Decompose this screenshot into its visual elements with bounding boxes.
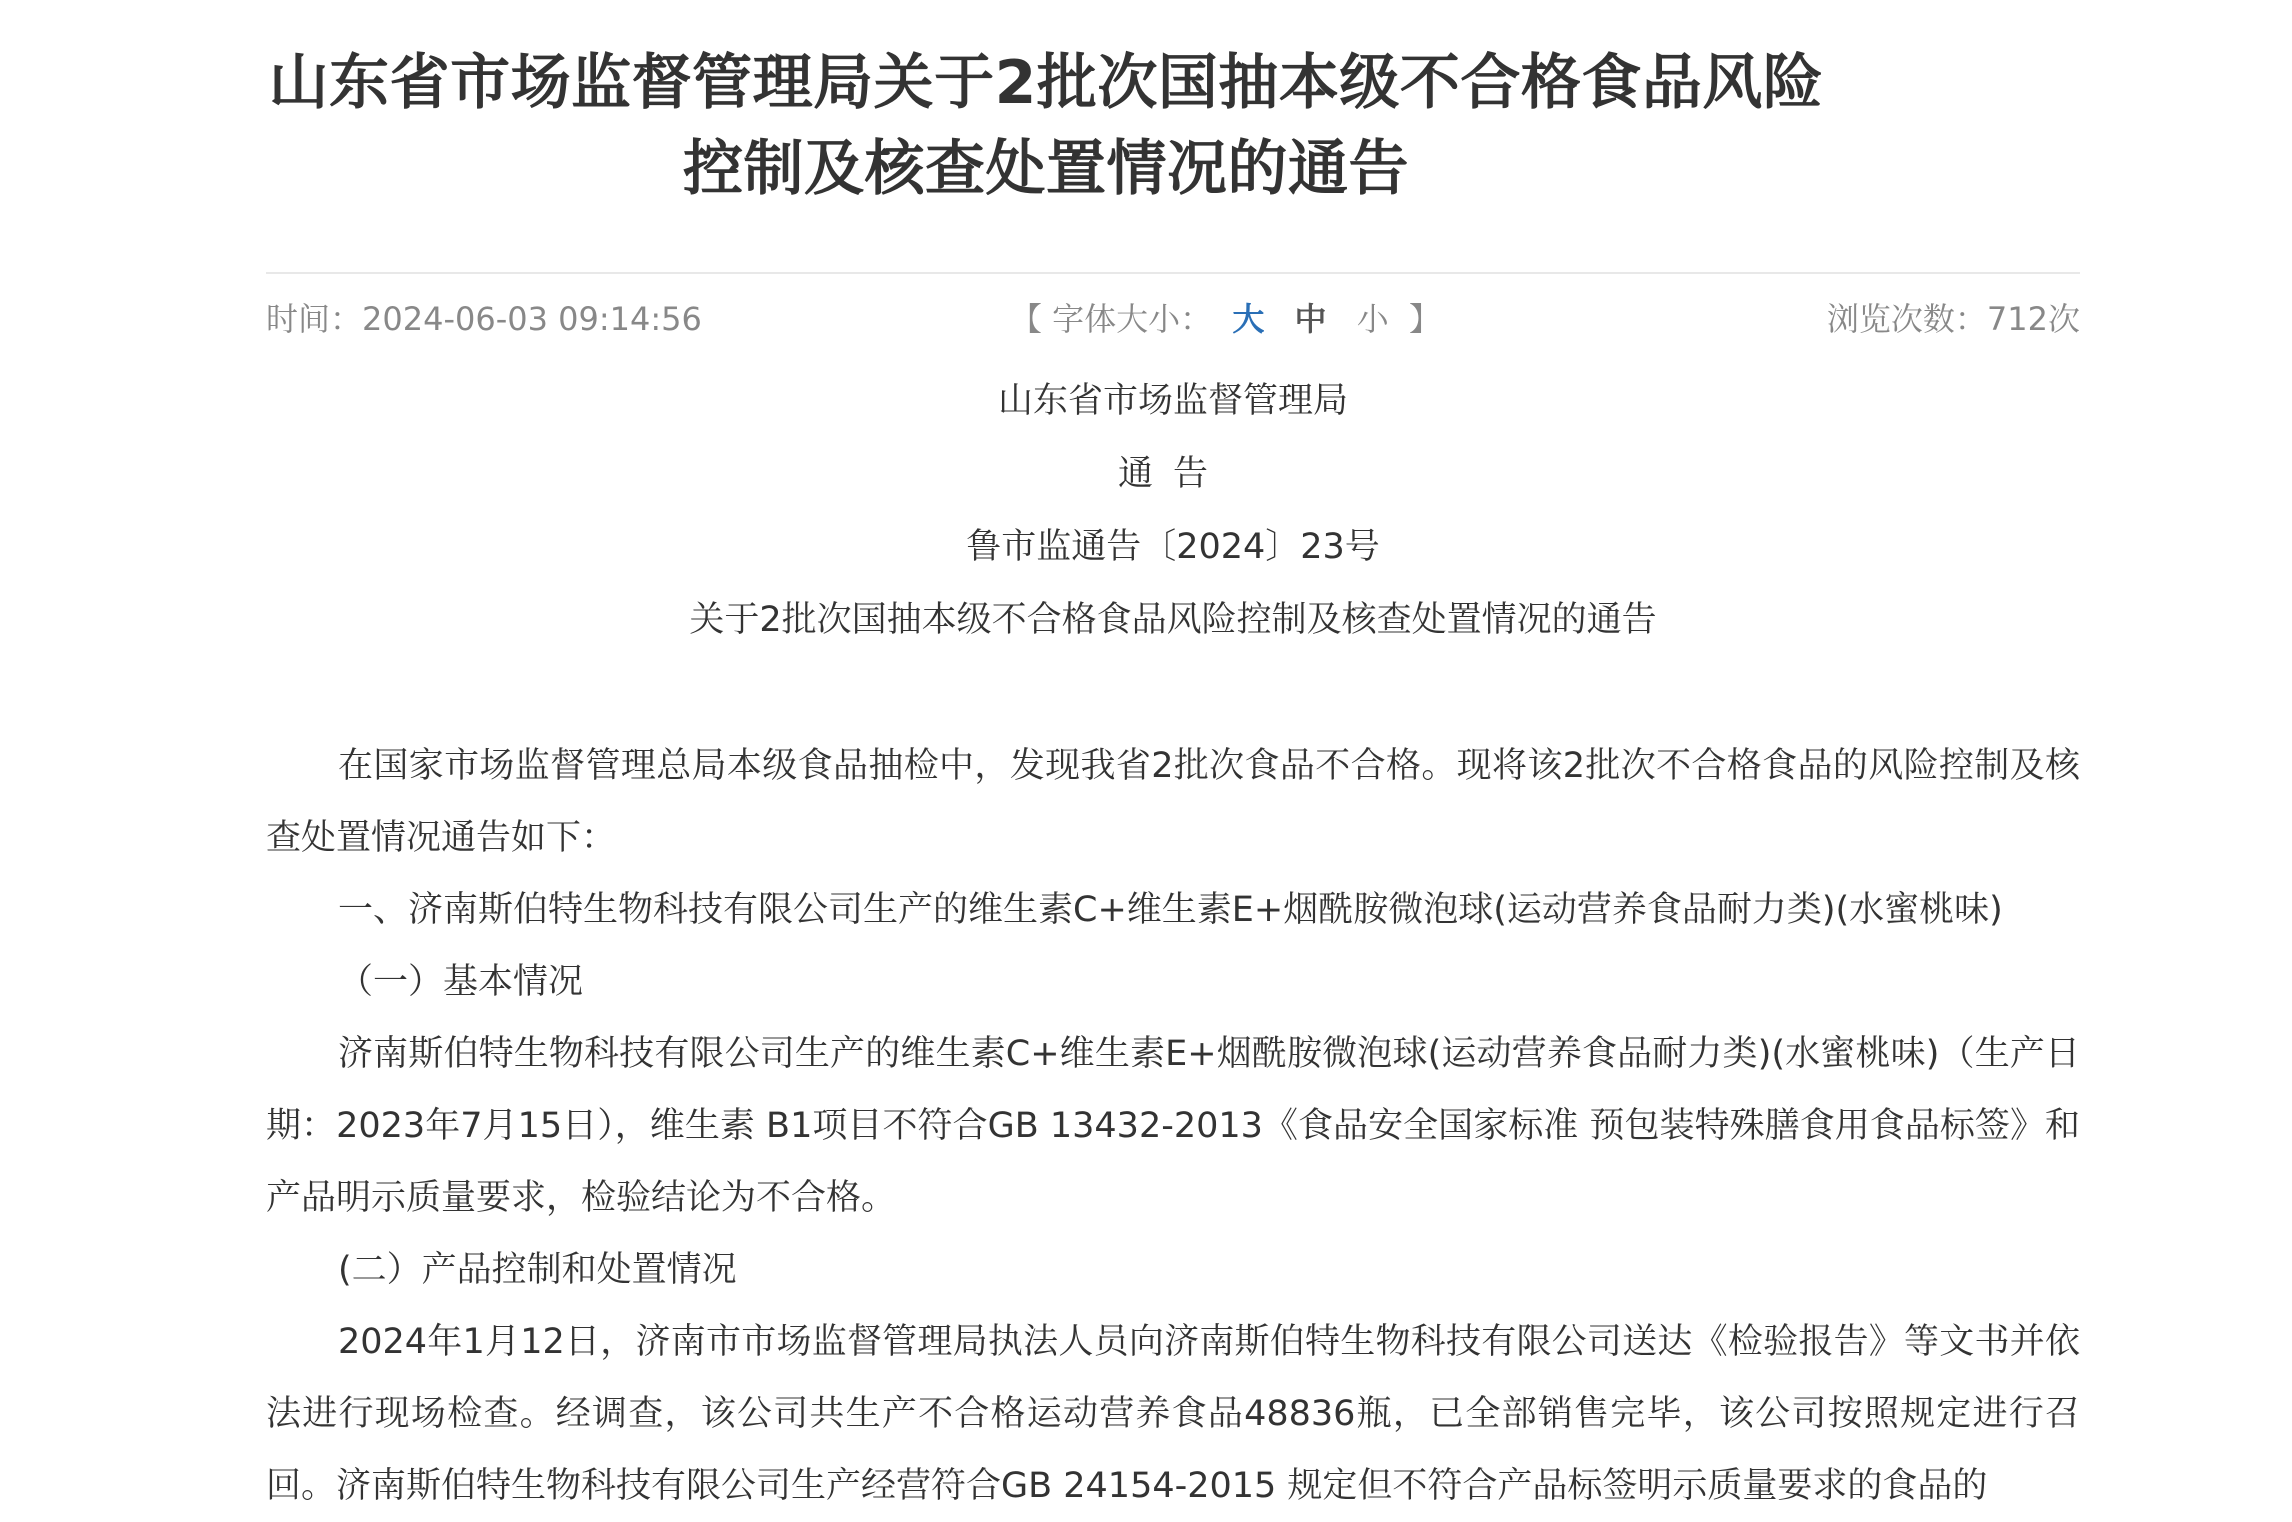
subsection-heading-control: (二）产品控制和处置情况	[338, 1250, 737, 1290]
font-size-small-button[interactable]: 小	[1356, 300, 1389, 338]
font-size-close-bracket: 】	[1408, 300, 1441, 338]
section-heading-1: 一、济南斯伯特生物科技有限公司生产的维生素C+维生素E+烟酰胺微泡球(运动营养食品耐力类)(水蜜桃味)	[338, 890, 2003, 930]
publish-time: 时间：2024-06-03 09:14:56	[266, 300, 702, 338]
title-divider	[266, 272, 2080, 274]
article-title: 山东省市场监督管理局关于2批次国抽本级不合格食品风险控制及核查处置情况的通告	[268, 48, 1824, 204]
document-number: 鲁市监通告〔2024〕23号	[966, 527, 1380, 567]
document-type: 通告	[1117, 454, 1228, 494]
issuer-name: 山东省市场监督管理局	[997, 381, 1348, 421]
subsection-heading-basic: （一）基本情况	[338, 962, 584, 1002]
paragraph-control-info: 2024年1月12日，济南市市场监督管理局执法人员向济南斯伯特生物科技有限公司送达《检验报告》等文书并依法进行现场检查。经调查，该公司共生产不合格运动营养食品48836瓶，已全部销售完毕，该公司按照规定进行召回。济南斯伯特生物科技有限公司生产经营符合GB 24154-2015 规定但不符合产品标签明示质量要求的食品的	[266, 1322, 2080, 1506]
paragraph-basic-info: 济南斯伯特生物科技有限公司生产的维生素C+维生素E+烟酰胺微泡球(运动营养食品耐力类)(水蜜桃味)（生产日期：2023年7月15日），维生素 B1项目不符合GB 13432-2013《食品安全国家标准 预包装特殊膳食用食品标签》和产品明示质量要求，检验结论为不合格。	[266, 1034, 2080, 1218]
article-body	[266, 730, 2080, 1522]
font-size-medium-button[interactable]: 中	[1294, 300, 1327, 338]
font-size-large-button[interactable]: 大	[1232, 300, 1265, 338]
view-count: 浏览次数：712次	[1826, 300, 2080, 338]
font-size-control	[1010, 294, 1441, 344]
font-size-label: 【 字体大小：	[1010, 300, 1213, 338]
paragraph-intro: 在国家市场监督管理总局本级食品抽检中，发现我省2批次食品不合格。现将该2批次不合格食品的风险控制及核查处置情况通告如下：	[266, 746, 2080, 858]
document-subject: 关于2批次国抽本级不合格食品风险控制及核查处置情况的通告	[689, 600, 1657, 640]
